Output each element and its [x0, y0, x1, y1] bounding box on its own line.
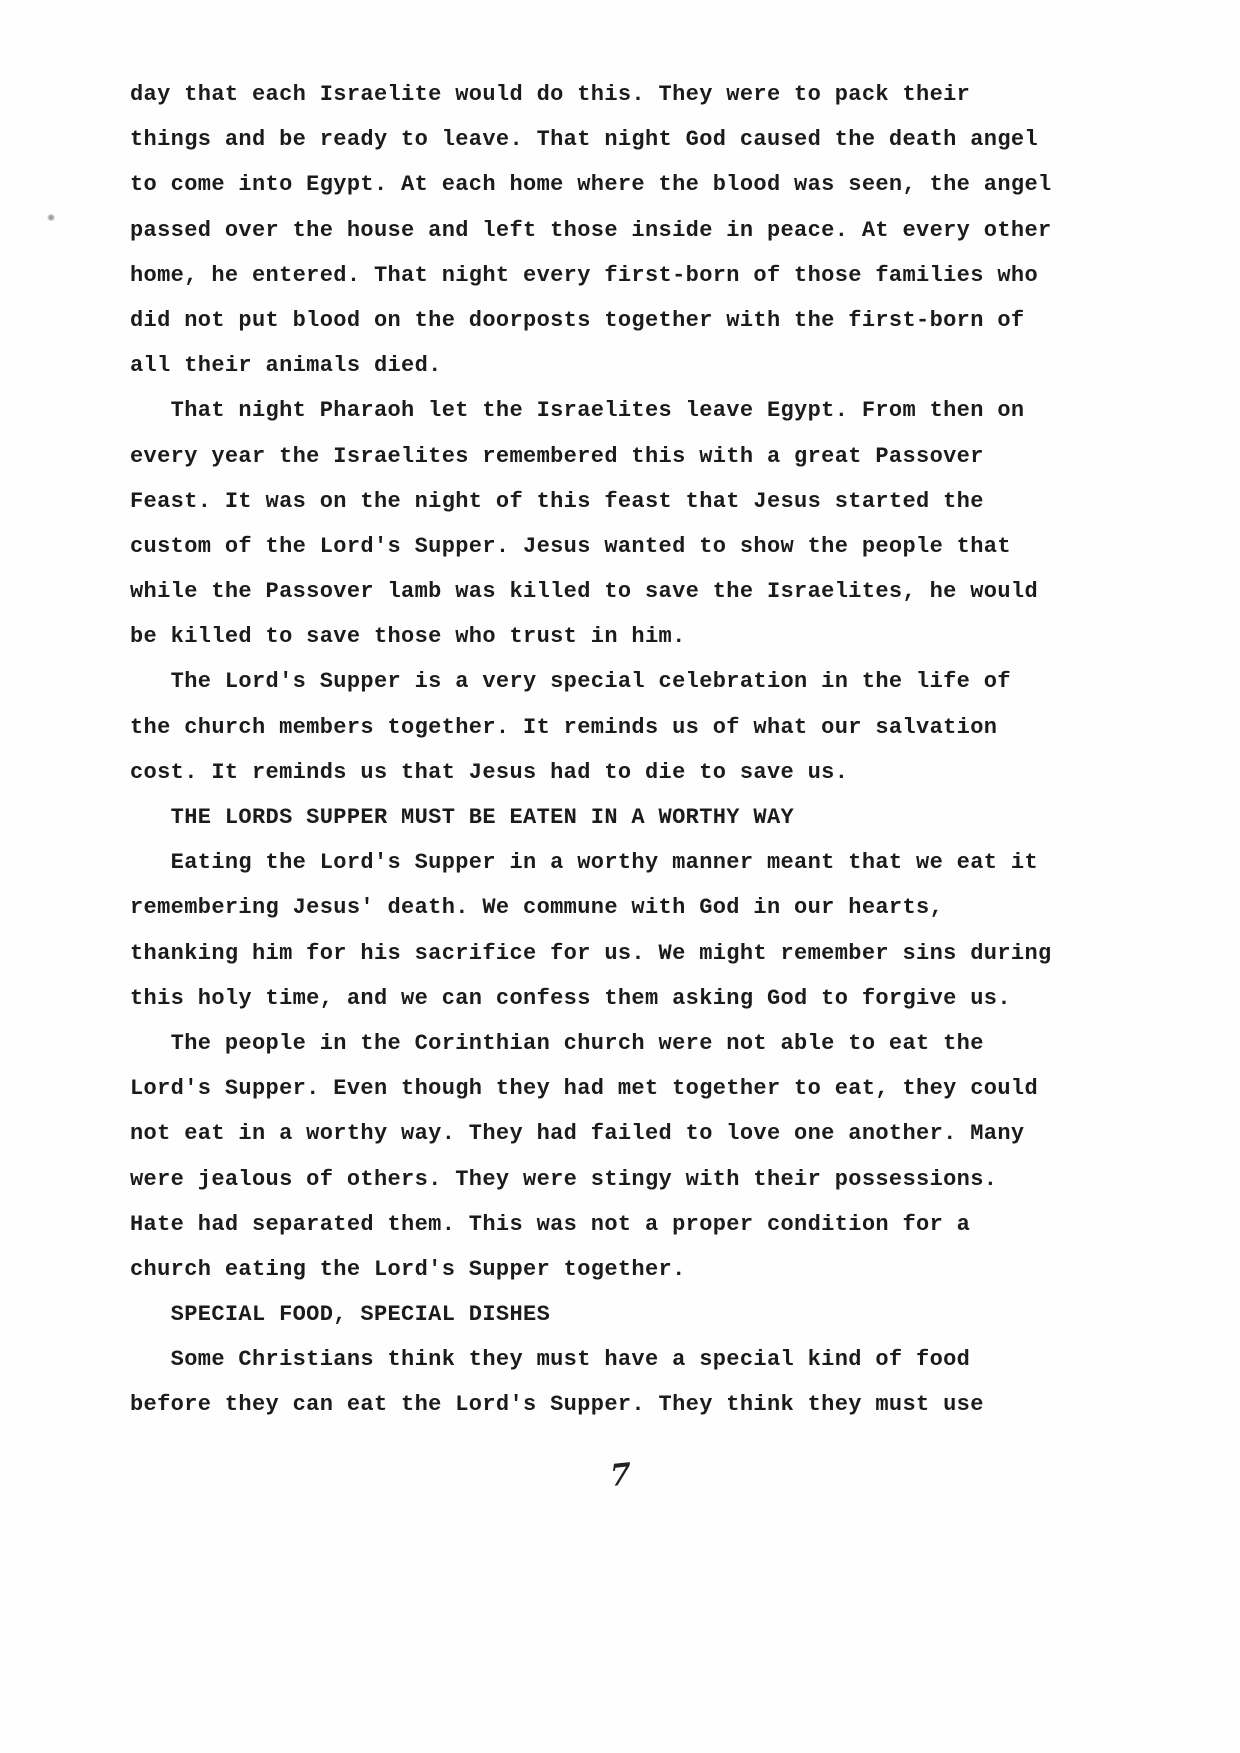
text-line-paragraph-start: The Lord's Supper is a very special celebration in the life of [130, 669, 1011, 695]
text-line: home, he entered. That night every first-born of those families who [130, 262, 1038, 288]
text-line-paragraph-start: The people in the Corinthian church were not able to eat the [130, 1030, 984, 1056]
text-line: things and be ready to leave. That night God caused the death angel [130, 127, 1038, 153]
text-line: did not put blood on the doorposts together with the first-born of [130, 307, 1025, 333]
page-number [0, 1458, 1240, 1493]
text-line-paragraph-start: Eating the Lord's Supper in a worthy manner meant that we eat it [130, 850, 1038, 876]
text-line: all their animals died. [130, 353, 442, 379]
scan-artifact-speck [47, 214, 56, 221]
text-line: to come into Egypt. At each home where the blood was seen, the angel [130, 172, 1052, 198]
text-line: Hate had separated them. This was not a proper condition for a [130, 1211, 971, 1237]
text-line: every year the Israelites remembered this with a great Passover [130, 443, 984, 469]
body-text [130, 72, 1110, 1428]
text-line-paragraph-start: Some Christians think they must have a special kind of food [130, 1347, 971, 1373]
text-line: not eat in a worthy way. They had failed to love one another. Many [130, 1121, 1025, 1147]
text-line: passed over the house and left those inside in peace. At every other [130, 217, 1052, 243]
section-heading: THE LORDS SUPPER MUST BE EATEN IN A WORTHY WAY [130, 805, 795, 830]
text-line: day that each Israelite would do this. They were to pack their [130, 82, 971, 107]
text-line: church eating the Lord's Supper together. [130, 1256, 686, 1282]
text-line: custom of the Lord's Supper. Jesus wanted to show the people that [130, 533, 1011, 559]
page-number-digit: 7 [609, 1456, 631, 1495]
text-line-paragraph-start: That night Pharaoh let the Israelites leave Egypt. From then on [130, 398, 1025, 424]
text-line: be killed to save those who trust in him. [130, 624, 686, 650]
text-line: the church members together. It reminds us of what our salvation [130, 714, 998, 740]
text-line: cost. It reminds us that Jesus had to die to save us. [130, 759, 849, 785]
text-line: thanking him for his sacrifice for us. We might remember sins during [130, 940, 1052, 966]
text-line: this holy time, and we can confess them asking God to forgive us. [130, 985, 1011, 1011]
section-heading: SPECIAL FOOD, SPECIAL DISHES [130, 1302, 551, 1328]
text-line: Lord's Supper. Even though they had met together to eat, they could [130, 1076, 1038, 1102]
text-line: Feast. It was on the night of this feast that Jesus started the [130, 488, 984, 514]
text-line: while the Passover lamb was killed to save the Israelites, he would [130, 579, 1038, 605]
text-line: remembering Jesus' death. We commune with God in our hearts, [130, 895, 944, 921]
text-line: before they can eat the Lord's Supper. They think they must use [130, 1392, 984, 1418]
text-line: were jealous of others. They were stingy with their possessions. [130, 1166, 998, 1192]
